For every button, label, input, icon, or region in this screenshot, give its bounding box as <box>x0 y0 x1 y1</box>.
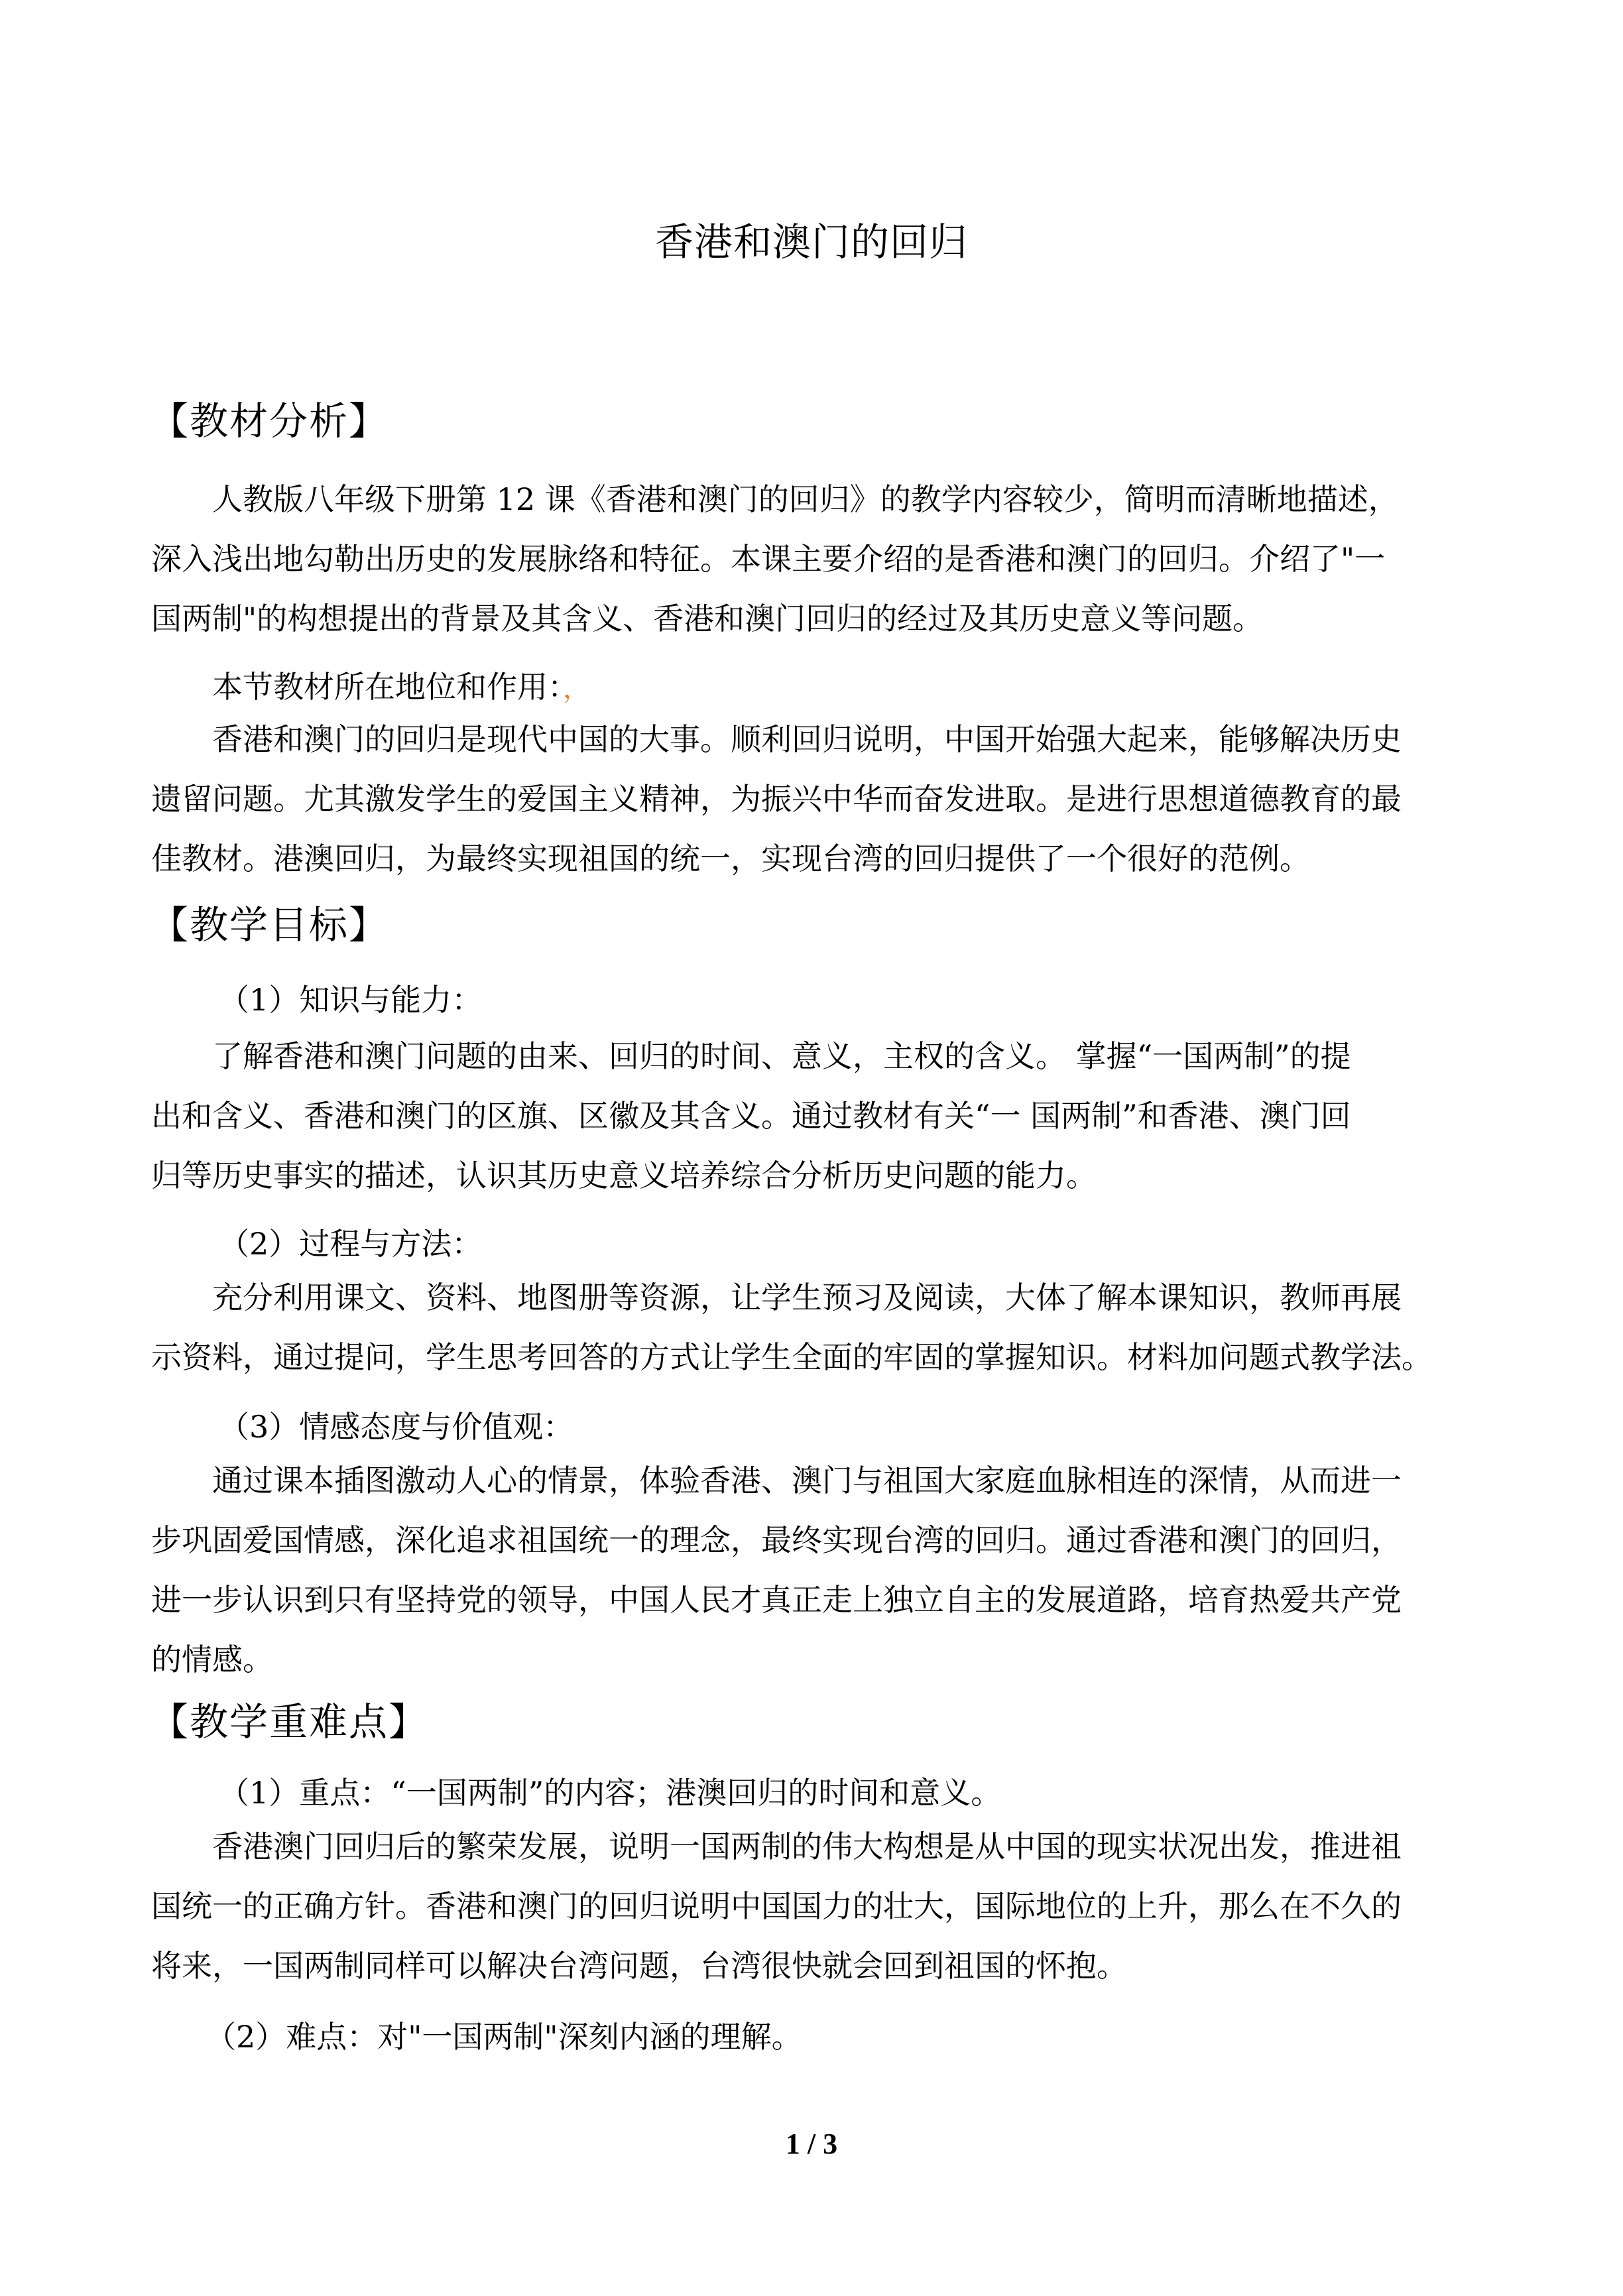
paragraph-line: 国统一的正确方针。香港和澳门的回归说明中国国力的壮大，国际地位的上升，那么在不久的 <box>151 1888 1402 1924</box>
section-heading-textbook-analysis: 【教材分析】 <box>150 398 389 444</box>
paragraph-line: 进一步认识到只有坚持党的领导，中国人民才真正走上独立自主的发展道路，培育热爱共产党 <box>151 1582 1402 1618</box>
subheading-text: 本节教材所在地位和作用： <box>212 669 563 705</box>
paragraph-line: 人教版八年级下册第 12 课《香港和澳门的回归》的教学内容较少，简明而清晰地描述， <box>212 481 1399 517</box>
page-number: 1 / 3 <box>785 2128 838 2160</box>
annotation-mark: ， <box>563 674 589 704</box>
paragraph-line: 深入浅出地勾勒出历史的发展脉络和特征。本课主要介绍的是香港和澳门的回归。介绍了"一 <box>151 541 1386 577</box>
paragraph-line: 归等历史事实的描述，认识其历史意义培养综合分析历史问题的能力。 <box>151 1158 1097 1193</box>
paragraph-line: 国两制"的构想提出的背景及其含义、香港和澳门回归的经过及其历史意义等问题。 <box>151 601 1264 636</box>
difficult-point-item: （2）难点：对"一国两制"深刻内涵的理解。 <box>206 2019 802 2055</box>
paragraph-position-role <box>151 709 1497 888</box>
paragraph-textbook-analysis <box>151 469 1497 648</box>
paragraph-line: 了解香港和澳门问题的由来、回归的时间、意义，主权的含义。 掌握“一国两制”的提 <box>212 1038 1351 1074</box>
goal-item-knowledge: （1）知识与能力： <box>219 982 483 1018</box>
paragraph-line: 的情感。 <box>151 1642 273 1677</box>
section-heading-key-difficult-points: 【教学重难点】 <box>150 1699 429 1744</box>
paragraph-line: 充分利用课文、资料、地图册等资源，让学生预习及阅读，大体了解本课知识，教师再展 <box>212 1280 1402 1315</box>
paragraph-line: 示资料，通过提问，学生思考回答的方式让学生全面的牢固的掌握知识。材料加问题式教学法。 <box>151 1339 1432 1375</box>
paragraph-knowledge <box>151 1026 1497 1205</box>
paragraph-line: 出和含义、香港和澳门的区旗、区徽及其含义。通过教材有关“一 国两制”和香港、澳门回 <box>151 1098 1351 1134</box>
paragraph-line: 遗留问题。尤其激发学生的爱国主义精神，为振兴中华而奋发进取。是进行思想道德教育的最 <box>151 781 1402 817</box>
paragraph-line: 香港澳门回归后的繁荣发展，说明一国两制的伟大构想是从中国的现实状况出发，推进祖 <box>212 1829 1402 1864</box>
paragraph-line: 佳教材。港澳回归，为最终实现祖国的统一，实现台湾的回归提供了一个很好的范例。 <box>151 841 1310 876</box>
paragraph-emotion <box>151 1451 1497 1689</box>
section-heading-teaching-goals: 【教学目标】 <box>150 902 389 947</box>
document-title: 香港和澳门的回归 <box>654 219 968 265</box>
paragraph-line: 将来，一国两制同样可以解决台湾问题，台湾很快就会回到祖国的怀抱。 <box>151 1948 1127 1984</box>
goal-item-emotion: （3）情感态度与价值观： <box>219 1409 574 1445</box>
key-point-item: （1）重点：“一国两制”的内容；港澳回归的时间和意义。 <box>219 1775 1002 1811</box>
paragraph-line: 步巩固爱国情感，深化追求祖国统一的理念，最终实现台湾的回归。通过香港和澳门的回归， <box>151 1522 1402 1558</box>
paragraph-line: 香港和澳门的回归是现代中国的大事。顺利回归说明，中国开始强大起来，能够解决历史 <box>212 721 1402 757</box>
paragraph-key-point <box>151 1817 1497 1996</box>
paragraph-process <box>151 1268 1497 1387</box>
goal-item-process: （2）过程与方法： <box>219 1226 483 1262</box>
subheading-position-role <box>212 663 589 707</box>
paragraph-line: 通过课本插图激动人心的情景，体验香港、澳门与祖国大家庭血脉相连的深情，从而进一 <box>212 1463 1402 1498</box>
